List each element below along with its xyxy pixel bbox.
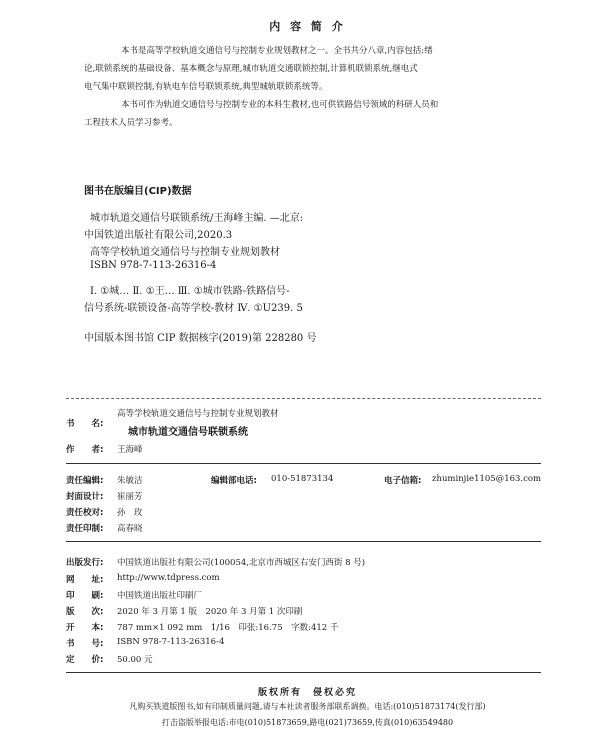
cip-line: 中国版本图书馆 CIP 数据核字(2019)第 228280 号 [84,333,317,344]
edition-label: 版 次: [66,607,104,617]
isbn: ISBN 978-7-113-26316-4 [117,637,225,647]
isbn-label: 书 号: [66,639,104,649]
solid-rule [66,463,541,464]
quality-notice: 凡购买铁道版图书,如有印制质量问题,请与本社读者服务部联系调换。电话:(010)51873174(发行部) [129,702,486,711]
rights-notice: 版权所有 侵权必究 [257,688,357,698]
piracy-notice: 打击盗版举报电话:市电(010)51873659,路电(021)73659,传真(010)63549480 [161,718,454,727]
solid-rule [66,541,541,542]
proofreader: 孙 玫 [117,508,143,518]
cip-line: Ⅰ. ①城… Ⅱ. ①王… Ⅲ. ①城市铁路-铁路信号- [90,286,290,297]
price-label: 定 价: [66,655,104,665]
email-label: 电子信箱: [384,476,422,486]
edition: 2020 年 3 月第 1 版 2020 年 3 月第 1 次印刷 [117,607,303,617]
book-title: 城市轨道交通信号联锁系统 [128,427,248,438]
book-series: 高等学校轨道交通信号与控制专业规划教材 [117,409,279,419]
book-title-label: 书 名: [66,419,104,429]
author-label: 作 者: [66,445,104,455]
intro-line: 本书可作为轨道交通信号与控制专业的本科生教材,也可供铁路信号领域的科研人员和 [121,100,439,110]
publisher-label: 出版发行: [66,558,104,568]
format: 787 mm×1 092 mm 1/16 印张:16.75 字数:412 千 [117,623,339,633]
publisher: 中国铁道出版社有限公司(100054,北京市西城区右安门西街 8 号) [117,558,366,568]
cip-line: ISBN 978-7-113-26316-4 [90,260,217,271]
intro-line: 本书是高等学校轨道交通信号与控制专业规划教材之一。全书共分八章,内容包括:绪 [121,46,433,56]
cip-line: 城市轨道交通信号联锁系统/王海峰主编. —北京: [90,213,304,224]
intro-line: 电气集中联锁控制,有轨电车信号联锁系统,典型城轨联锁系统等。 [84,82,328,92]
intro-line: 论,联锁系统的基础设备、基本概念与原理,城市轨道交通联锁控制,计算机联锁系统,继电式 [84,64,418,74]
printer: 中国铁道出版社印刷厂 [117,591,203,601]
email: zhuminjie1105@163.com [432,474,542,484]
cover-designer: 崔丽芳 [117,492,143,502]
print-supervisor: 高春晓 [117,524,143,534]
editor-label: 责任编辑: [66,476,104,486]
cip-line: 高等学校轨道交通信号与控制专业规划教材 [90,247,280,258]
proof-label: 责任校对: [66,508,104,518]
author: 王海峰 [117,445,143,455]
editor-phone: 010-51873134 [271,474,334,484]
cip-line: 信号系统-联锁设备-高等学校-教材 Ⅳ. ①U239. 5 [84,303,303,314]
intro-line: 工程技术人员学习参考。 [84,118,178,128]
url-label: 网 址: [66,575,104,585]
cip-heading: 图书在版编目(CIP)数据 [84,186,192,197]
cover-label: 封面设计: [66,492,104,502]
price: 50.00 元 [117,655,153,665]
print-label: 责任印制: [66,524,104,534]
dashed-rule [66,398,541,399]
editor: 朱敏洁 [117,476,143,486]
solid-rule [66,672,541,673]
intro-heading: 内 容 简 介 [269,20,346,33]
url: http://www.tdpress.com [117,573,220,583]
cip-line: 中国铁道出版社有限公司,2020.3 [84,230,233,241]
format-label: 开 本: [66,623,104,633]
editor-phone-label: 编辑部电话: [211,476,257,486]
printer-label: 印 刷: [66,591,104,601]
